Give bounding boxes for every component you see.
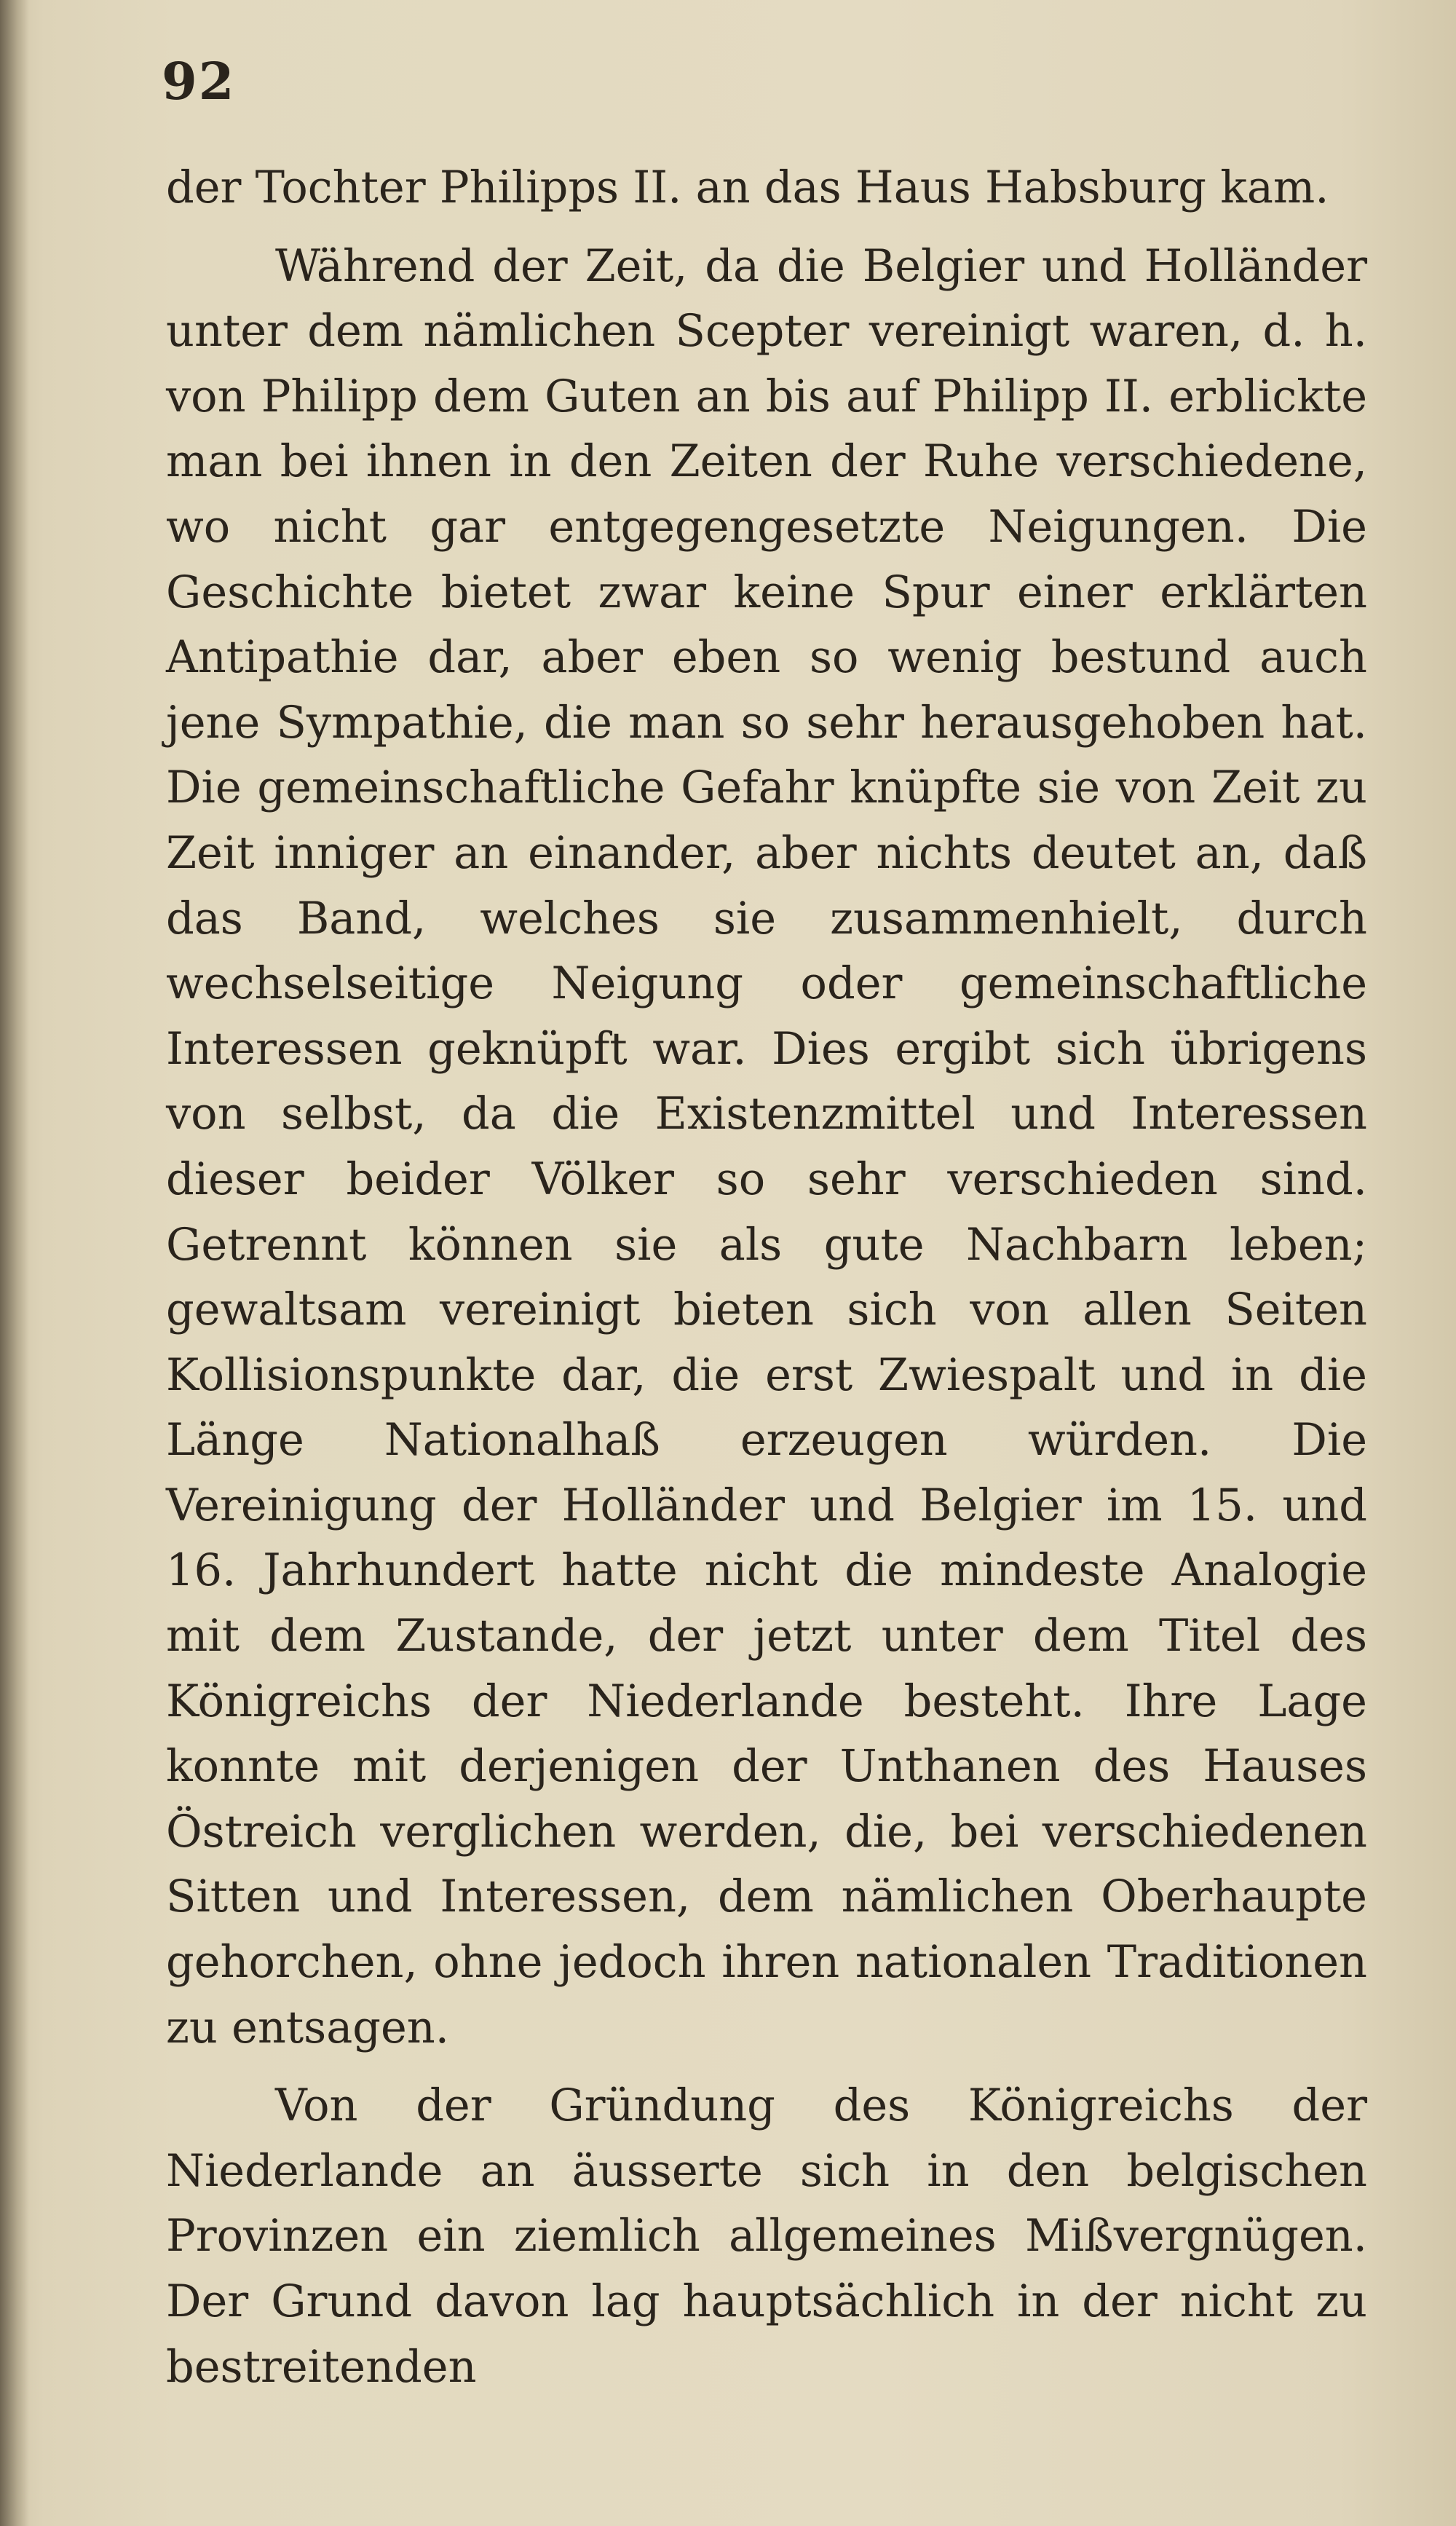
paragraph: Während der Zeit, da die Belgier und Holländer unter dem nämlichen Scepter vereinigt waren, d. h. von Philipp dem Guten an bis auf Philipp II. erblickte man bei ihnen in den Zeiten der Ruhe verschiedene, wo nicht gar entgegengesetzte Neigungen. Die Geschichte bietet zwar keine Spur einer erklärten Antipathie dar, aber eben so wenig bestund auch jene Sympathie, die man so sehr herausgehoben hat. Die gemeinschaftliche Gefahr knüpfte sie von Zeit zu Zeit inniger an einander, aber nichts deutet an, daß das Band, welches sie zusammenhielt, durch wechselseitige Neigung oder gemeinschaftliche Interessen geknüpft war. Dies ergibt sich übrigens von selbst, da die Existenzmittel und Interessen dieser beider Völker so sehr verschieden sind. Getrennt können sie als gute Nachbarn leben; gewaltsam vereinigt bieten sich von allen Seiten Kollisionspunkte dar, die erst Zwiespalt und in die Länge Nationalhaß erzeugen würden. Die Vereinigung der Holländer und Belgier im 15. und 16. Jahrhundert hatte nicht die mindeste Analogie mit dem Zustande, der jetzt unter dem Titel des Königreichs der Niederlande besteht. Ihre Lage konnte mit derjenigen der Unthanen des Hauses Östreich verglichen werden, die, bei verschiedenen Sitten und Interessen, dem nämlichen Oberhaupte gehorchen, ohne jedoch ihren nationalen Traditionen zu entsagen.	[166, 240, 1367, 2053]
paragraph-continuation: der Tochter Philipps II. an das Haus Habsburg kam.	[166, 162, 1329, 213]
page-number: 92	[162, 51, 236, 111]
body-text	[166, 156, 1367, 2400]
paragraph: Von der Gründung des Königreichs der Niederlande an äusserte sich in den belgischen Provinzen ein ziemlich allgemeines Mißvergnügen. Der Grund davon lag hauptsächlich in der nicht zu bestreitenden	[166, 2080, 1367, 2393]
page-binding-shadow	[0, 0, 29, 2526]
